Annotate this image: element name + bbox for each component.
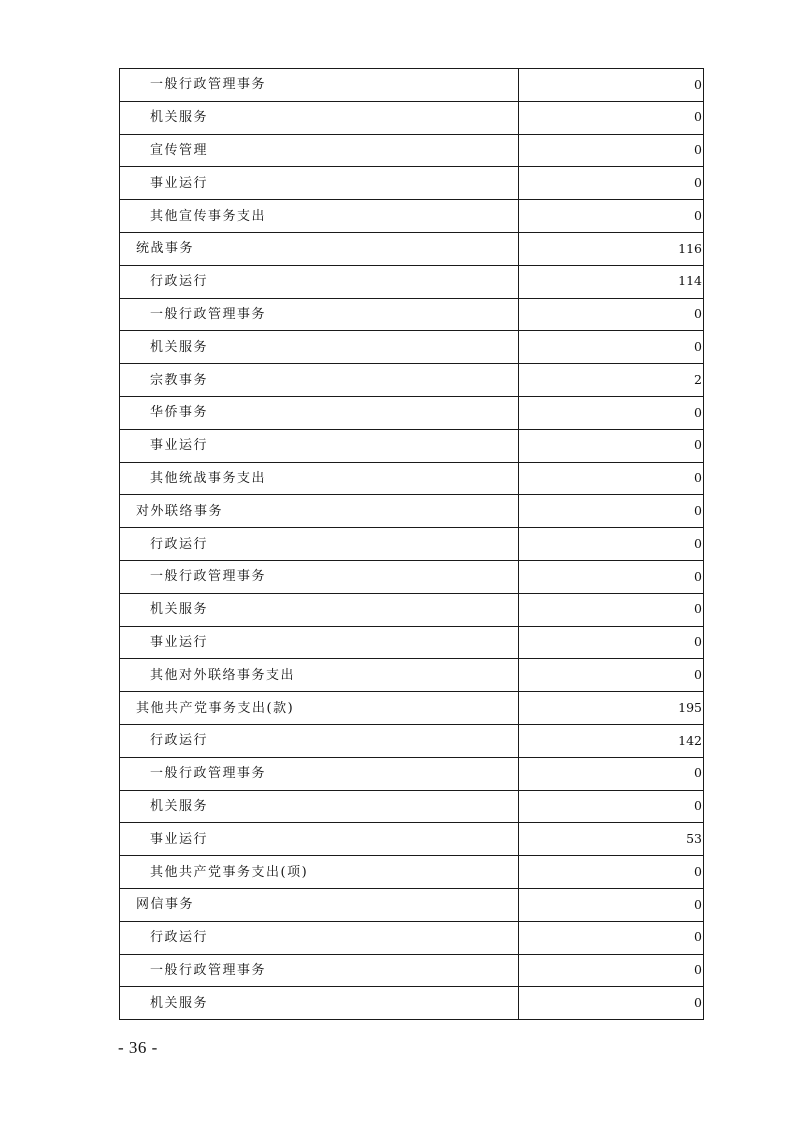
item-amount-cell: 53 (519, 823, 704, 856)
budget-table (119, 68, 704, 1020)
item-name-cell: 机关服务 (120, 790, 519, 823)
item-name-cell: 事业运行 (120, 626, 519, 659)
table-row (120, 921, 704, 954)
item-amount-cell: 0 (519, 987, 704, 1020)
item-name-cell: 网信事务 (120, 888, 519, 921)
table-row (120, 396, 704, 429)
table-row (120, 331, 704, 364)
table-row (120, 987, 704, 1020)
table-row (120, 626, 704, 659)
item-amount-cell: 2 (519, 364, 704, 397)
table-row (120, 265, 704, 298)
item-amount-cell: 0 (519, 626, 704, 659)
table-row (120, 298, 704, 331)
item-name-cell: 其他统战事务支出 (120, 462, 519, 495)
table-row (120, 364, 704, 397)
item-amount-cell: 195 (519, 692, 704, 725)
item-amount-cell: 0 (519, 560, 704, 593)
item-amount-cell: 0 (519, 495, 704, 528)
table-row (120, 560, 704, 593)
item-amount-cell: 0 (519, 593, 704, 626)
table-row (120, 790, 704, 823)
item-amount-cell: 0 (519, 954, 704, 987)
table-row (120, 462, 704, 495)
item-name-cell: 其他共产党事务支出(款) (120, 692, 519, 725)
item-name-cell: 宣传管理 (120, 134, 519, 167)
item-name-cell: 机关服务 (120, 331, 519, 364)
item-amount-cell: 0 (519, 888, 704, 921)
item-name-cell: 机关服务 (120, 987, 519, 1020)
item-name-cell: 华侨事务 (120, 396, 519, 429)
item-amount-cell: 0 (519, 921, 704, 954)
item-name-cell: 事业运行 (120, 823, 519, 856)
table-row (120, 495, 704, 528)
item-amount-cell: 0 (519, 528, 704, 561)
table-row (120, 856, 704, 889)
item-amount-cell: 0 (519, 298, 704, 331)
table-row (120, 823, 704, 856)
item-name-cell: 行政运行 (120, 528, 519, 561)
item-name-cell: 机关服务 (120, 593, 519, 626)
item-name-cell: 一般行政管理事务 (120, 298, 519, 331)
table-row (120, 757, 704, 790)
item-name-cell: 一般行政管理事务 (120, 954, 519, 987)
item-name-cell: 其他对外联络事务支出 (120, 659, 519, 692)
page-number: - 36 - (118, 1038, 158, 1057)
item-amount-cell: 0 (519, 134, 704, 167)
item-amount-cell: 0 (519, 429, 704, 462)
item-amount-cell: 116 (519, 232, 704, 265)
item-name-cell: 统战事务 (120, 232, 519, 265)
item-name-cell: 事业运行 (120, 429, 519, 462)
item-name-cell: 一般行政管理事务 (120, 69, 519, 102)
table-row (120, 200, 704, 233)
item-amount-cell: 0 (519, 790, 704, 823)
item-amount-cell: 0 (519, 331, 704, 364)
table-row (120, 888, 704, 921)
item-name-cell: 对外联络事务 (120, 495, 519, 528)
item-name-cell: 事业运行 (120, 167, 519, 200)
item-amount-cell: 114 (519, 265, 704, 298)
table-row (120, 659, 704, 692)
table-row (120, 232, 704, 265)
item-name-cell: 一般行政管理事务 (120, 757, 519, 790)
item-amount-cell: 0 (519, 757, 704, 790)
item-name-cell: 宗教事务 (120, 364, 519, 397)
item-name-cell: 行政运行 (120, 724, 519, 757)
table-row (120, 429, 704, 462)
table-row (120, 528, 704, 561)
item-name-cell: 其他宣传事务支出 (120, 200, 519, 233)
item-amount-cell: 0 (519, 200, 704, 233)
budget-table-body (120, 69, 704, 1020)
table-row (120, 134, 704, 167)
item-name-cell: 机关服务 (120, 101, 519, 134)
item-amount-cell: 0 (519, 69, 704, 102)
table-row (120, 724, 704, 757)
item-amount-cell: 0 (519, 167, 704, 200)
item-amount-cell: 0 (519, 856, 704, 889)
table-row (120, 101, 704, 134)
item-amount-cell: 0 (519, 396, 704, 429)
item-amount-cell: 0 (519, 101, 704, 134)
item-name-cell: 一般行政管理事务 (120, 560, 519, 593)
item-name-cell: 其他共产党事务支出(项) (120, 856, 519, 889)
item-amount-cell: 0 (519, 462, 704, 495)
table-row (120, 954, 704, 987)
item-name-cell: 行政运行 (120, 921, 519, 954)
table-row (120, 593, 704, 626)
table-row (120, 692, 704, 725)
table-row (120, 69, 704, 102)
item-amount-cell: 0 (519, 659, 704, 692)
item-name-cell: 行政运行 (120, 265, 519, 298)
item-amount-cell: 142 (519, 724, 704, 757)
table-row (120, 167, 704, 200)
